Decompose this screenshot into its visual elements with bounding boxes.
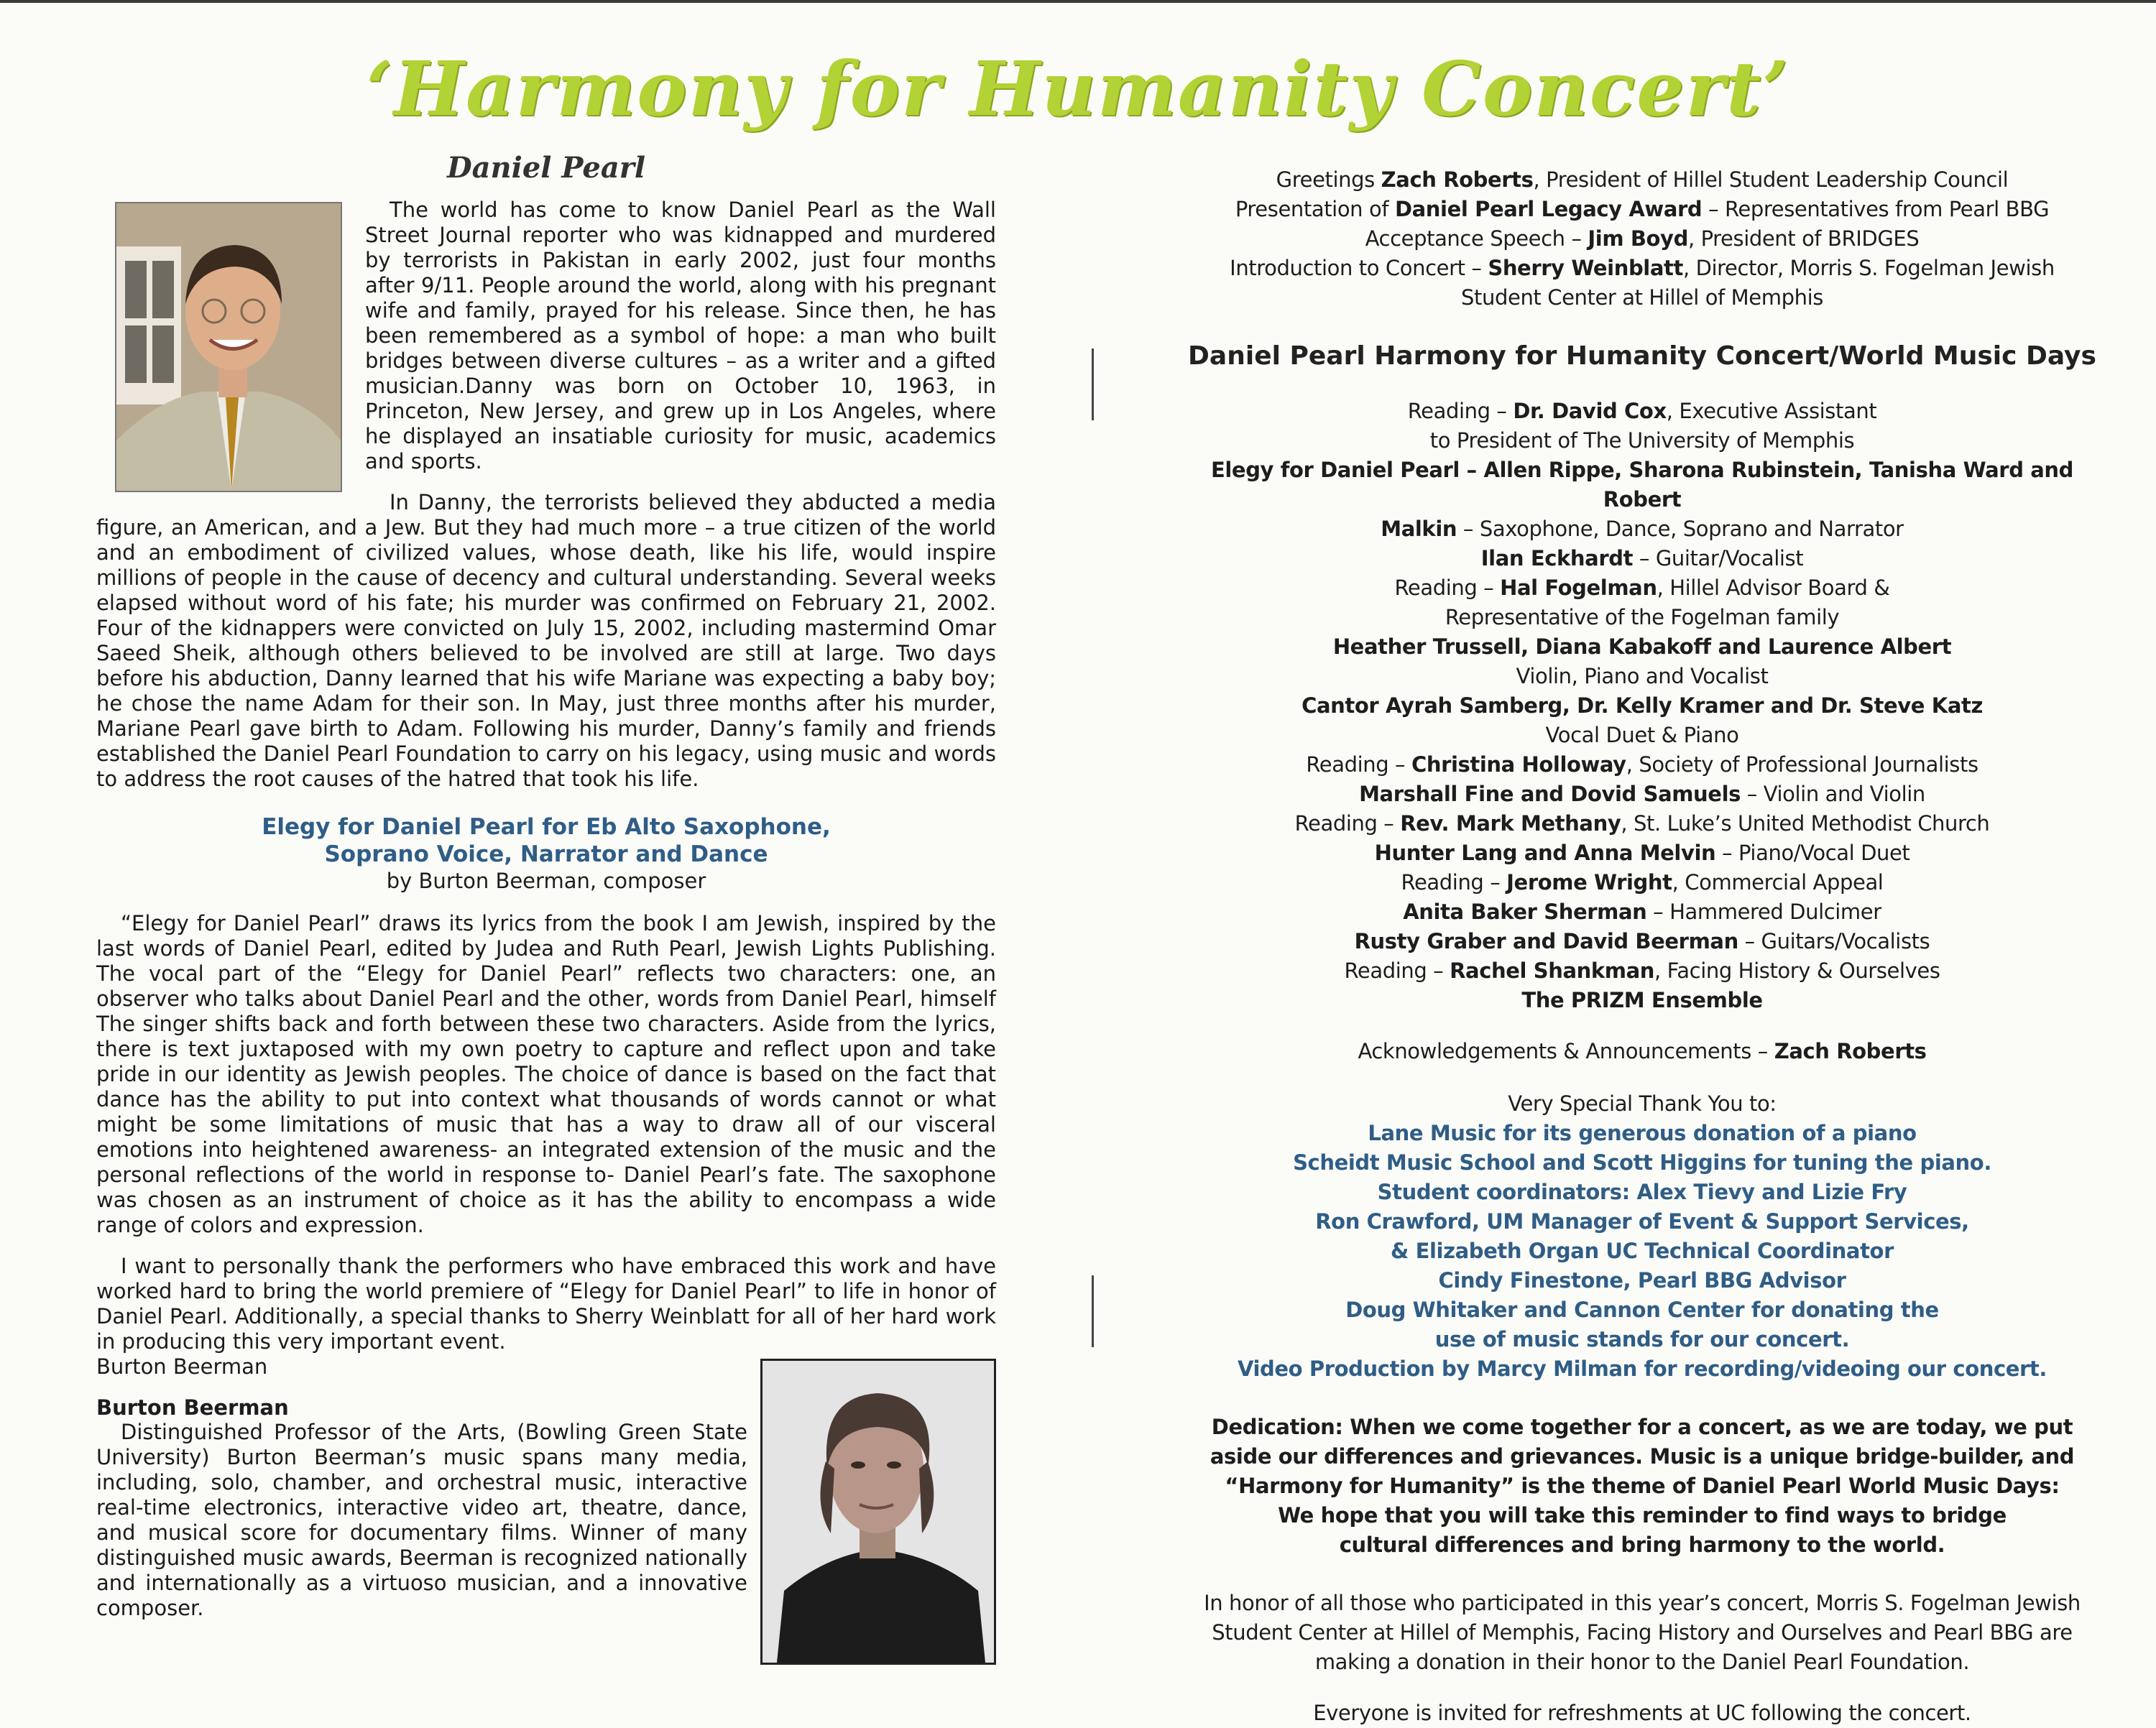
dedication-line: cultural differences and bring harmony to the world. (1339, 1533, 1945, 1557)
program-item: Reading – Dr. David Cox, Executive Assistant (1407, 399, 1877, 423)
program-item: Reading – Christina Holloway, Society of Professional Journalists (1306, 752, 1978, 777)
thanks-item: use of music stands for our concert. (1434, 1327, 1850, 1352)
elegy-paragraph-1: “Elegy for Daniel Pearl” draws its lyrics from the book I am Jewish, inspired by the last words of Daniel Pearl, edited by Judea and Ruth Pearl, Jewish Lights Publishing. The vocal part of the “Elegy for Daniel Pearl” reflects two characters: one, an observer who talks about Daniel Pearl and the other, words from Daniel Pearl, himself The singer shifts back and forth between these two characters. Aside from the lyrics, there is text juxtaposed with my own poetry to capture and reflect upon and take pride in our identity as Jewish peoples. The choice of dance is based on the fact that dance has the ability to put into context what thousands of words cannot or what might be some limitations of music that has a way to draw all of our visceral emotions into heightened awareness- an integrated extension of the music and the personal reflections of the world in response to- Daniel Pearl’s fate. The saxophone was chosen as an instrument of choice as it has the ability to encompass a wide range of colors and expression. (96, 911, 996, 1237)
program-item: Reading – Rachel Shankman, Facing History & Ourselves (1344, 958, 1940, 983)
thanks-item: Scheidt Music School and Scott Higgins for tuning the piano. (1293, 1150, 1991, 1175)
program-item: Marshall Fine and Dovid Samuels – Violin and Violin (1359, 782, 1925, 806)
thanks-item: Student coordinators: Alex Tievy and Lizie Fry (1377, 1180, 1907, 1204)
program-item: Anita Baker Sherman – Hammered Dulcimer (1403, 900, 1881, 924)
program-item: to President of The University of Memphis (1429, 428, 1855, 453)
program-item: Rusty Graber and David Beerman – Guitars/Vocalists (1354, 929, 1930, 953)
program-item: Heather Trussell, Diana Kabakoff and Laurence Albert (1332, 634, 1952, 659)
thanks-heading: Very Special Thank You to: (1508, 1091, 1777, 1116)
fold-mark-bottom (1092, 1275, 1094, 1347)
intro-block (1179, 165, 2106, 313)
right-column (1179, 165, 2106, 1728)
dedication-line: “Harmony for Humanity” is the theme of Daniel Pearl World Music Days: (1225, 1474, 2060, 1498)
program-item: Hunter Lang and Anna Melvin – Piano/Vocal Duet (1374, 841, 1910, 865)
program-item: Reading – Jerome Wright, Commercial Appeal (1401, 870, 1884, 895)
program-item: Cantor Ayrah Samberg, Dr. Kelly Kramer and Dr. Steve Katz (1302, 693, 1983, 718)
elegy-heading-line-1: Elegy for Daniel Pearl for Eb Alto Saxophone, (262, 814, 831, 840)
dedication-line: We hope that you will take this reminder to find ways to bridge (1278, 1503, 2007, 1528)
elegy-paragraph-2-block (96, 1254, 996, 1354)
program-item: Reading – Rev. Mark Methany, St. Luke’s United Methodist Church (1294, 811, 1990, 836)
program-list (1179, 397, 2106, 1015)
burton-beerman-photo (760, 1359, 996, 1665)
refreshments-line: Everyone is invited for refreshments at UC following the concert. (1313, 1701, 1971, 1725)
daniel-pearl-photo (115, 202, 342, 492)
fold-mark-top (1092, 348, 1094, 420)
elegy-byline: by Burton Beerman, composer (386, 869, 706, 893)
program-item: Ilan Eckhardt – Guitar/Vocalist (1480, 546, 1804, 570)
bio-text: Distinguished Professor of the Arts, (Bowling Green State University) Burton Beerman’s music spans many media, including, solo, chamber, and orchestral music, interactive real-time electronics, interactive video art, theatre, dance, and musical score for documentary films. Winner of many distinguished music awards, Beerman is recognized nationally and internationally as a virtuoso musician, and a innovative composer. (96, 1420, 747, 1620)
honor-line: making a donation in their honor to the Daniel Pearl Foundation. (1314, 1650, 1970, 1674)
intro-line: Greetings Zach Roberts, President of Hillel Student Leadership Council (1276, 167, 2009, 192)
elegy-heading (96, 813, 996, 868)
honor-line: Student Center at Hillel of Memphis, Facing History and Ourselves and Pearl BBG are (1212, 1620, 2073, 1645)
dedication-line: aside our differences and grievances. Music is a unique bridge-builder, and (1210, 1444, 2075, 1469)
thanks-item: Video Production by Marcy Milman for recording/videoing our concert. (1237, 1357, 2047, 1381)
concert-title: Daniel Pearl Harmony for Humanity Concert/World Music Days (1188, 341, 2096, 371)
program-item: Reading – Hal Fogelman, Hillel Advisor Board & (1394, 576, 1890, 600)
thanks-item: Doug Whitaker and Cannon Center for donating the (1345, 1298, 1939, 1322)
program-item: Vocal Duet & Piano (1545, 723, 1739, 747)
program-item: Malkin – Saxophone, Dance, Soprano and Narrator (1381, 517, 1904, 541)
elegy-heading-line-2: Soprano Voice, Narrator and Dance (324, 841, 768, 867)
intro-line: Presentation of Daniel Pearl Legacy Award – Representatives from Pearl BBG (1235, 197, 2050, 221)
thanks-item: Ron Crawford, UM Manager of Event & Support Services, (1315, 1209, 1969, 1234)
thanks-item: & Elizabeth Organ UC Technical Coordinator (1391, 1239, 1894, 1263)
thanks-item: Lane Music for its generous donation of a piano (1368, 1121, 1917, 1145)
page-banner: ‘Harmony for Humanity Concert’ (366, 45, 1790, 133)
intro-line: Student Center at Hillel of Memphis (1461, 285, 1823, 310)
honor-block (1179, 1589, 2106, 1677)
dedication-line: Dedication: When we come together for a concert, as we are today, we put (1211, 1415, 2073, 1439)
elegy-signature: Burton Beerman (96, 1354, 268, 1379)
thanks-list (1179, 1119, 2106, 1384)
pearl-heading: Daniel Pearl (446, 151, 646, 185)
program-item: Representative of the Fogelman family (1445, 605, 1840, 629)
left-column (96, 151, 996, 1665)
program-item: Violin, Piano and Vocalist (1516, 664, 1769, 688)
intro-line: Introduction to Concert – Sherry Weinblatt, Director, Morris S. Fogelman Jewish (1230, 256, 2055, 280)
thanks-item: Cindy Finestone, Pearl BBG Advisor (1438, 1268, 1846, 1293)
intro-line: Acceptance Speech – Jim Boyd, President of BRIDGES (1365, 226, 1920, 251)
bio-heading: Burton Beerman (96, 1395, 289, 1420)
pearl-bio-paragraph-2: In Danny, the terrorists believed they abducted a media figure, an American, and a Jew. But they had much more – a true citizen of the world and an embodiment of civilized values, whose death, like his life, would inspire millions of people in the cause of decency and cultural understanding. Several weeks elapsed without word of his fate; his murder was confirmed on February 21, 2002. Four of the kidnappers were convicted on July 15, 2002, including mastermind Omar Saeed Sheik, although others believed to be involved are still at large. Two days before his abduction, Danny learned that his wife Mariane was expecting a baby boy; he chose the name Adam for their son. In May, just three months after his murder, Mariane Pearl gave birth to Adam. Following his murder, Danny’s family and friends established the Daniel Pearl Foundation to carry on his legacy, using music and words to address the root causes of the hatred that took his life. (96, 490, 996, 791)
program-item: Elegy for Daniel Pearl – Allen Rippe, Sharona Rubinstein, Tanisha Ward and Robert (1210, 458, 2074, 512)
pearl-bio-paragraph-1: The world has come to know Daniel Pearl as the Wall Street Journal reporter who was kidnapped and murdered by terrorists in Pakistan in early 2002, just four months after 9/11. People around the world, along with his pregnant wife and family, prayed for his release. Since then, he has been remembered as a symbol of hope: a man who built bridges between diverse cultures – as a writer and a gifted musician.Danny was born on October 10, 1963, in Princeton, New Jersey, and grew up in Los Angeles, where he displayed an insatiable curiosity for music, academics and sports. (365, 198, 996, 473)
acknowledgements-line: Acknowledgements & Announcements – Zach Roberts (1358, 1039, 1927, 1063)
honor-line: In honor of all those who participated in this year’s concert, Morris S. Fogelman Jewish (1204, 1591, 2081, 1615)
program-item: The PRIZM Ensemble (1521, 988, 1763, 1012)
elegy-paragraph-2: I want to personally thank the performers who have embraced this work and have worked hard to bring the world premiere of “Elegy for Daniel Pearl” to life in honor of Daniel Pearl. Additionally, a special thanks to Sherry Weinblatt for all of her hard work in producing this very important event. (96, 1254, 996, 1354)
dedication-block (1179, 1413, 2106, 1560)
top-border (0, 0, 2156, 3)
